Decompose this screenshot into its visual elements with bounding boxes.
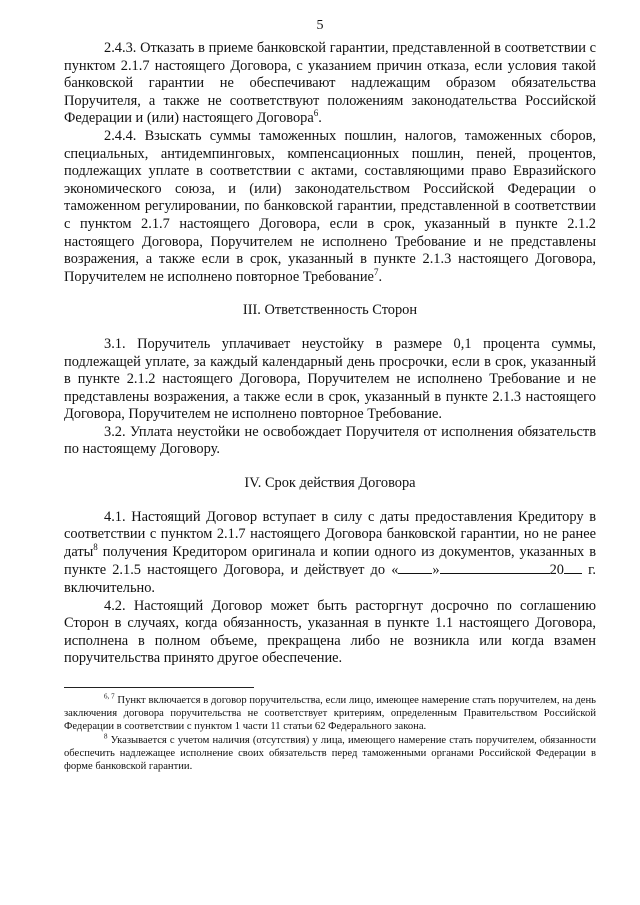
paragraph-tail: . (318, 110, 322, 127)
paragraph-4-1 (64, 509, 596, 598)
paragraph-tail: . (378, 268, 383, 285)
paragraph-3-1: 3.1. Поручитель уплачивает неустойку в размере 0,1 процента суммы, подлежащей уплате, за каждый календарный день просрочки, если в срок, указанный в пункте 2.1.2 настоящего Договора, Поручителем не исполнено Требование и не представлены возражения, а также если в срок, указанный в пункте 2.1.3 настоящего Договора, Поручителем не исполнено повторное Требование. (64, 335, 596, 423)
paragraph-2-4-4 (64, 128, 596, 286)
footnote-ref-7: 7 (373, 266, 379, 277)
paragraph-text: » (432, 562, 440, 579)
section-heading-iv: IV. Срок действия Договора (244, 475, 416, 492)
paragraph-text: г. включительно. (64, 562, 596, 597)
section-heading-iii: III. Ответственность Сторон (242, 302, 418, 319)
paragraph-text: 2.4.3. Отказать в приеме банковской гарантии, представленной в соответствии с пунктом 2.1.7 настоящего Договора, с указанием причин отказа, если условия такой банковской гарантии не обеспечивают надлежащим образом обязательства Поручителя, а также не соответствуют положениям законодательства Российской Федерации и (или) настоящего Договора (64, 40, 596, 127)
footnote-marks: 6, 7 (104, 692, 115, 701)
document-body (64, 40, 596, 773)
footnote-6-7 (64, 694, 596, 734)
footnote-8 (64, 734, 596, 774)
footnote-text: Указывается с учетом наличия (отсутствия) у лица, имеющего намерение стать поручителем, обязанности обеспечить надлежащее исполнение своих обязательств перед таможенными органами Российской Федерации в форме банковской гарантии. (64, 734, 596, 773)
paragraph-text: 2.4.4. Взыскать суммы таможенных пошлин, налогов, таможенных сборов, специальных, антидемпинговых, компенсационных пошлин, пеней, процентов, подлежащих уплате в соответствии с актами, составляющими право Евразийского экономического союза, и (или) законодательством Российской Федерации о таможенном регулировании, по банковской гарантии, представленной в соответствии с пунктом 2.1.7 настоящего Договора, если в срок, указанный в пункте 2.1.2 настоящего Договора, Поручителем не исполнено Требование и не представлены возражения, а также если в срок, указанный в пункте 2.1.3 настоящего Договора, Поручителем не исполнено повторное Требование (64, 127, 596, 285)
paragraph-2-4-3 (64, 40, 596, 128)
footnote-ref-8: 8 (93, 542, 98, 553)
day-blank (398, 561, 432, 574)
paragraph-4-2: 4.2. Настоящий Договор может быть расторгнут досрочно по соглашению Сторон в случаях, когда обязанность, указанная в пункте 1.1 настоящего Договора, исполнена в полном объеме, прекращена либо не возникла или когда взамен поручительства принято другое обеспечение. (64, 597, 596, 667)
paragraph-text: получения Кредитором оригинала и копии одного из документов, указанных в пункте 2.1.5 настоящего Договора, и действует до « (64, 543, 596, 579)
footnote-ref-6: 6 (313, 108, 319, 119)
paragraph-3-2: 3.2. Уплата неустойки не освобождает Поручителя от исполнения обязательств по настоящему Договору. (64, 423, 596, 458)
footnote-text: Пункт включается в договор поручительства, если лицо, имеющее намерение стать поручителем, на день заключения договора поручительства не соответствует критериям, определенным Правительством Российской Федерации в соответствии с пунктом 1 части 11 статьи 62 Федерального закона. (64, 695, 596, 733)
paragraph-text: 4.1. Настоящий Договор вступает в силу с даты предоставления Кредитору в соответствии с пунктом 2.1.7 настоящего Договора банковской гарантии, но не ранее даты (64, 508, 596, 560)
year-prefix: 20 (549, 562, 564, 579)
month-blank (440, 561, 550, 574)
footnote-separator (64, 687, 254, 688)
footnote-marks: 8 (104, 732, 108, 741)
page-number: 5 (316, 18, 324, 33)
year-blank (564, 561, 582, 574)
